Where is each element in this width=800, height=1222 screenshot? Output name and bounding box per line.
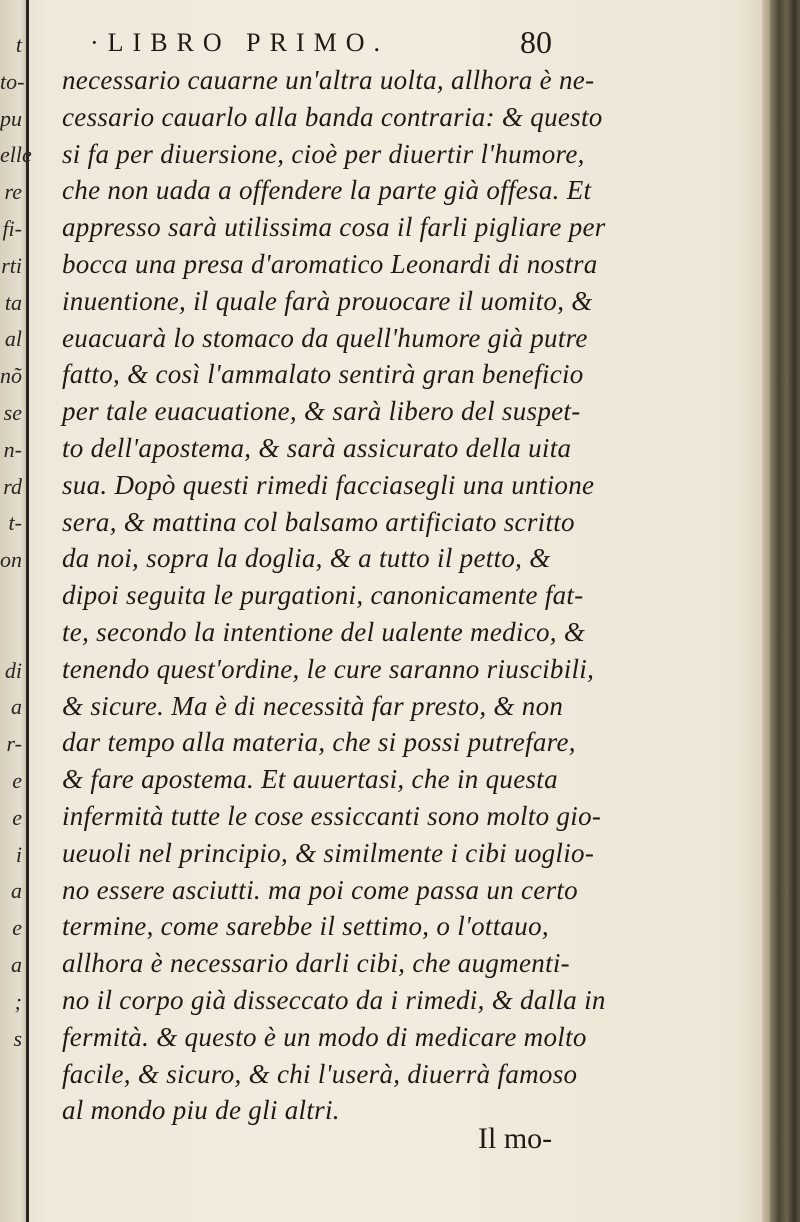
facing-page-fragment: to- [0,68,25,94]
facing-page-fragment: elle [0,142,32,168]
text-line: per tale euacuatione, & sarà libero del suspet- [62,396,581,427]
text-line: termine, come sarebbe il settimo, o l'ottauo, [62,911,549,942]
text-line: appresso sarà utilissima cosa il farli pigliare per [62,212,606,243]
text-line: & sicure. Ma è di necessità far presto, & non [62,690,564,721]
text-line: fatto, & così l'ammalato sentirà gran beneficio [62,359,584,390]
facing-page-fragment: e [12,804,22,830]
facing-page-fragment: di [4,657,22,683]
text-line: dar tempo alla materia, che si possi putrefare, [62,727,576,758]
facing-page-fragment: fi- [2,216,22,241]
facing-page-fragment: a [11,694,22,720]
text-line: no essere asciutti. ma poi come passa un certo [62,874,578,905]
text-line: te, secondo la intentione del ualente medico, & [62,616,586,647]
text-line: che non uada a offendere la parte già offesa. Et [62,175,592,206]
text-line: facile, & sicuro, & chi l'userà, diuerrà famoso [62,1058,578,1089]
book-binding-edge [770,0,800,1222]
text-line: necessario cauarne un'altra uolta, allhora è ne- [62,65,595,95]
facing-page-fragment: e [12,915,22,941]
text-line: inuentione, il quale farà prouocare il uomito, & [62,285,593,316]
text-line: ueuoli nel principio, & similmente i cibi uoglio- [62,837,595,868]
text-line: to dell'apostema, & sarà assicurato della uita [62,432,572,463]
facing-page-fragment: a [11,878,22,904]
text-line: sera, & mattina col balsamo artificiato scritto [62,506,575,537]
facing-page-fragment: a [11,952,22,977]
text-line: cessario cauarlo alla banda contraria: & questo [62,101,603,132]
facing-page-fragment: pu [0,105,22,131]
body-text [62,62,702,1129]
facing-page-fragment: re [4,179,22,205]
page-gutter-shadow [762,0,770,1222]
text-line: al mondo piu de gli altri. [62,1095,340,1126]
facing-page-fragment: i [15,841,22,867]
facing-page-fragment: on [0,547,22,573]
catchword: Il mo- [478,1122,553,1155]
facing-page-fragment: rti [1,252,22,278]
facing-page-fragment: rd [3,473,22,499]
text-line: tenendo quest'ordine, le cure saranno riuscibili, [62,653,595,684]
page-number: 80 [520,24,552,60]
facing-page-fragment: nõ [0,363,22,389]
text-line: sua. Dopò questi rimedi facciasegli una untione [62,469,595,500]
text-line: euacuarà lo stomaco da quell'humore già putre [62,322,588,353]
facing-page-fragment: se [3,400,22,425]
text-line: dipoi seguita le purgationi, canonicamente fat- [62,580,584,611]
facing-page-fragment: e [12,768,22,793]
facing-page-fragment: t- [8,510,22,536]
text-line: no il corpo già disseccato da i rimedi, & dalla in [62,984,606,1015]
text-line: allhora è necessario darli cibi, che augmenti- [62,948,570,979]
text-line: bocca una presa d'aromatico Leonardi di nostra [62,248,598,279]
text-line: da noi, sopra la doglia, & a tutto il petto, & [62,543,551,574]
facing-page-fragment: t [15,32,22,57]
facing-page-edge [0,0,32,1222]
text-line: si fa per diuersione, cioè per diuertir l'humore, [62,138,585,169]
facing-page-fragment: al [4,326,22,352]
text-line: fermità. & questo è un modo di medicare molto [62,1021,587,1052]
facing-page-fragment: r- [6,731,22,757]
page-header [90,24,690,62]
facing-page-fragment: n- [3,436,22,462]
facing-page-fragment [0,619,22,649]
running-head: ·LIBRO PRIMO. [90,28,390,57]
facing-page-fragment: ta [4,289,22,315]
facing-page-fragment: s [13,1025,22,1051]
text-line: & fare apostema. Et auuertasi, che in questa [62,764,558,795]
facing-page-fragment [0,582,22,612]
facing-page-fragment: ; [14,988,22,1014]
text-line: infermità tutte le cose essiccanti sono molto gio- [62,800,602,831]
